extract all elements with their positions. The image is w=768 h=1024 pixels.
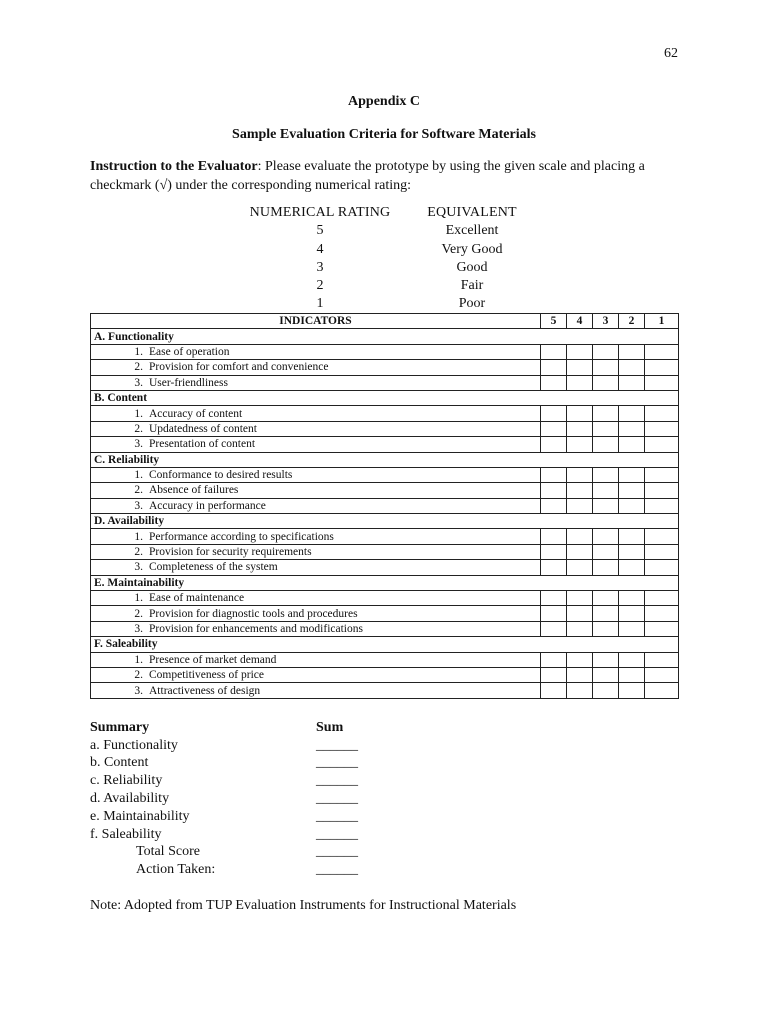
equivalent-header: EQUIVALENT xyxy=(427,205,517,220)
table-row xyxy=(91,467,679,482)
item-text: Accuracy of content xyxy=(149,407,243,420)
indicator-item xyxy=(91,591,541,606)
rating-checkbox-cell[interactable] xyxy=(567,667,593,682)
table-row xyxy=(91,344,679,359)
rating-checkbox-cell[interactable] xyxy=(593,437,619,452)
rating-checkbox-cell[interactable] xyxy=(645,467,679,482)
table-row xyxy=(91,606,679,621)
summary-label: f. Saleability xyxy=(90,826,162,842)
rating-checkbox-cell[interactable] xyxy=(619,544,645,559)
indicator-item xyxy=(91,344,541,359)
rating-checkbox-cell[interactable] xyxy=(541,406,567,421)
rating-checkbox-cell[interactable] xyxy=(619,591,645,606)
rating-checkbox-cell[interactable] xyxy=(593,591,619,606)
page-number: 62 xyxy=(664,46,678,61)
rating-checkbox-cell[interactable] xyxy=(541,344,567,359)
category-label: D. Availability xyxy=(91,514,679,529)
rating-column-header: 2 xyxy=(619,314,645,329)
item-number: 3. xyxy=(134,684,143,697)
rating-equivalent: Very Good xyxy=(441,241,503,257)
item-text: Ease of operation xyxy=(149,345,230,358)
summary-sum-blank[interactable]: ______ xyxy=(316,826,358,842)
item-number: 1. xyxy=(134,653,143,666)
table-row xyxy=(91,683,679,698)
rating-checkbox-cell[interactable] xyxy=(619,483,645,498)
rating-checkbox-cell[interactable] xyxy=(619,498,645,513)
rating-equivalent: Fair xyxy=(460,278,484,293)
item-text: Performance according to specifications xyxy=(149,530,334,543)
item-text: Conformance to desired results xyxy=(149,469,293,482)
rating-checkbox-cell[interactable] xyxy=(567,406,593,421)
rating-checkbox-cell[interactable] xyxy=(593,529,619,544)
table-row xyxy=(91,483,679,498)
rating-checkbox-cell[interactable] xyxy=(541,606,567,621)
rating-checkbox-cell[interactable] xyxy=(567,591,593,606)
rating-checkbox-cell[interactable] xyxy=(541,544,567,559)
rating-equivalent: Good xyxy=(456,260,488,275)
item-number: 2. xyxy=(134,361,143,374)
table-row xyxy=(91,375,679,390)
rating-checkbox-cell[interactable] xyxy=(645,544,679,559)
table-row xyxy=(91,667,679,682)
rating-checkbox-cell[interactable] xyxy=(567,560,593,575)
summary-label: d. Availability xyxy=(90,791,170,806)
rating-column-header: 1 xyxy=(645,314,679,329)
rating-header: NUMERICAL RATING xyxy=(249,205,391,220)
rating-value: 1 xyxy=(316,296,324,311)
rating-checkbox-cell[interactable] xyxy=(645,360,679,375)
rating-checkbox-cell[interactable] xyxy=(593,360,619,375)
summary-row xyxy=(90,755,490,773)
item-text: Provision for security requirements xyxy=(149,546,312,559)
rating-scale-row xyxy=(0,223,768,241)
rating-equivalent: Poor xyxy=(458,296,486,311)
rating-checkbox-cell[interactable] xyxy=(619,421,645,436)
item-text: Provision for diagnostic tools and procedures xyxy=(149,607,358,620)
item-number: 2. xyxy=(134,484,143,497)
rating-value: 3 xyxy=(316,260,324,275)
rating-checkbox-cell[interactable] xyxy=(567,375,593,390)
category-row xyxy=(91,575,679,590)
item-text: Completeness of the system xyxy=(149,561,278,574)
rating-scale-row xyxy=(0,278,768,296)
summary-row xyxy=(90,862,490,880)
rating-checkbox-cell[interactable] xyxy=(541,560,567,575)
item-number: 2. xyxy=(134,546,143,559)
table-row xyxy=(91,591,679,606)
category-label: F. Saleability xyxy=(91,637,679,652)
indicator-item xyxy=(91,421,541,436)
summary-label: Action Taken: xyxy=(136,862,216,877)
page-title: Appendix C xyxy=(348,94,420,109)
table-row xyxy=(91,544,679,559)
indicator-item xyxy=(91,683,541,698)
rating-checkbox-cell[interactable] xyxy=(619,560,645,575)
indicator-item xyxy=(91,652,541,667)
rating-checkbox-cell[interactable] xyxy=(567,467,593,482)
item-number: 2. xyxy=(134,422,143,435)
instruction-text: : Please evaluate the prototype by using the given scale and placing a checkmark (√) under the corresponding numerical rating: xyxy=(90,159,645,193)
table-row xyxy=(91,621,679,636)
rating-column-header: 5 xyxy=(541,314,567,329)
summary-label: c. Reliability xyxy=(90,773,163,788)
rating-value: 5 xyxy=(316,223,324,238)
item-number: 3. xyxy=(134,561,143,574)
rating-checkbox-cell[interactable] xyxy=(645,621,679,636)
rating-checkbox-cell[interactable] xyxy=(619,621,645,636)
rating-checkbox-cell[interactable] xyxy=(593,483,619,498)
rating-checkbox-cell[interactable] xyxy=(645,683,679,698)
table-row xyxy=(91,652,679,667)
indicator-item xyxy=(91,437,541,452)
rating-checkbox-cell[interactable] xyxy=(619,529,645,544)
item-text: Presentation of content xyxy=(149,438,256,451)
rating-checkbox-cell[interactable] xyxy=(593,498,619,513)
item-number: 1. xyxy=(134,592,143,605)
rating-checkbox-cell[interactable] xyxy=(567,360,593,375)
category-row xyxy=(91,329,679,344)
indicator-item xyxy=(91,467,541,482)
indicator-item xyxy=(91,621,541,636)
rating-checkbox-cell[interactable] xyxy=(645,667,679,682)
indicator-item xyxy=(91,406,541,421)
rating-checkbox-cell[interactable] xyxy=(541,483,567,498)
rating-checkbox-cell[interactable] xyxy=(593,375,619,390)
rating-checkbox-cell[interactable] xyxy=(541,652,567,667)
item-text: Provision for comfort and convenience xyxy=(149,361,329,374)
indicator-item xyxy=(91,606,541,621)
rating-checkbox-cell[interactable] xyxy=(567,652,593,667)
rating-checkbox-cell[interactable] xyxy=(567,437,593,452)
rating-checkbox-cell[interactable] xyxy=(541,437,567,452)
indicator-item xyxy=(91,667,541,682)
rating-checkbox-cell[interactable] xyxy=(645,529,679,544)
rating-checkbox-cell[interactable] xyxy=(645,483,679,498)
category-row xyxy=(91,390,679,405)
summary-row xyxy=(90,827,490,845)
table-header-row xyxy=(91,314,679,329)
indicator-item xyxy=(91,483,541,498)
item-text: User-friendliness xyxy=(149,376,228,389)
rating-checkbox-cell[interactable] xyxy=(619,360,645,375)
rating-checkbox-cell[interactable] xyxy=(619,406,645,421)
summary-row xyxy=(90,773,490,791)
indicator-item xyxy=(91,560,541,575)
category-row xyxy=(91,452,679,467)
item-number: 1. xyxy=(134,530,143,543)
category-label: A. Functionality xyxy=(91,329,679,344)
rating-value: 4 xyxy=(316,241,324,257)
item-number: 3. xyxy=(134,499,143,512)
rating-checkbox-cell[interactable] xyxy=(619,344,645,359)
item-number: 2. xyxy=(134,669,143,682)
rating-checkbox-cell[interactable] xyxy=(541,375,567,390)
item-text: Absence of failures xyxy=(149,484,239,497)
rating-checkbox-cell[interactable] xyxy=(645,375,679,390)
summary-sum-blank[interactable]: ______ xyxy=(316,809,358,824)
item-text: Competitiveness of price xyxy=(149,669,264,682)
rating-checkbox-cell[interactable] xyxy=(645,652,679,667)
rating-checkbox-cell[interactable] xyxy=(645,498,679,513)
rating-checkbox-cell[interactable] xyxy=(541,360,567,375)
rating-checkbox-cell[interactable] xyxy=(593,421,619,436)
item-text: Attractiveness of design xyxy=(149,684,261,697)
table-row xyxy=(91,560,679,575)
rating-checkbox-cell[interactable] xyxy=(567,606,593,621)
indicators-header: INDICATORS xyxy=(91,314,541,329)
rating-checkbox-cell[interactable] xyxy=(567,421,593,436)
instruction-paragraph xyxy=(90,157,690,195)
rating-column-header: 4 xyxy=(567,314,593,329)
item-text: Updatedness of content xyxy=(149,422,257,435)
indicators-table xyxy=(90,313,679,699)
summary-header-label: Summary xyxy=(90,720,150,735)
summary-label: a. Functionality xyxy=(90,737,178,753)
rating-checkbox-cell[interactable] xyxy=(593,683,619,698)
rating-checkbox-cell[interactable] xyxy=(593,560,619,575)
instruction-label: Instruction to the Evaluator xyxy=(90,159,258,174)
rating-checkbox-cell[interactable] xyxy=(593,621,619,636)
rating-checkbox-cell[interactable] xyxy=(567,544,593,559)
rating-scale-row xyxy=(0,296,768,314)
source-note: Note: Adopted from TUP Evaluation Instruments for Instructional Materials xyxy=(90,898,517,913)
rating-scale-row xyxy=(0,260,768,278)
rating-value: 2 xyxy=(316,278,324,293)
summary-sum-blank[interactable]: ______ xyxy=(316,737,358,753)
rating-checkbox-cell[interactable] xyxy=(645,591,679,606)
item-text: Provision for enhancements and modifications xyxy=(149,623,363,635)
summary-label: e. Maintainability xyxy=(90,809,190,824)
category-label: E. Maintainability xyxy=(91,575,679,590)
rating-checkbox-cell[interactable] xyxy=(593,667,619,682)
rating-checkbox-cell[interactable] xyxy=(541,591,567,606)
rating-checkbox-cell[interactable] xyxy=(541,621,567,636)
table-row xyxy=(91,498,679,513)
summary-sum-blank[interactable]: ______ xyxy=(316,755,358,770)
indicator-item xyxy=(91,375,541,390)
item-number: 3. xyxy=(134,623,143,635)
summary-sum-blank[interactable]: ______ xyxy=(316,862,358,877)
table-row xyxy=(91,406,679,421)
rating-checkbox-cell[interactable] xyxy=(541,529,567,544)
item-text: Presence of market demand xyxy=(149,653,277,666)
item-number: 1. xyxy=(134,345,143,358)
rating-checkbox-cell[interactable] xyxy=(541,667,567,682)
rating-checkbox-cell[interactable] xyxy=(541,421,567,436)
item-number: 1. xyxy=(134,469,143,482)
item-text: Ease of maintenance xyxy=(149,592,245,605)
item-number: 3. xyxy=(134,376,143,389)
item-number: 3. xyxy=(134,438,143,451)
rating-checkbox-cell[interactable] xyxy=(567,529,593,544)
rating-checkbox-cell[interactable] xyxy=(619,467,645,482)
indicator-item xyxy=(91,529,541,544)
category-row xyxy=(91,514,679,529)
indicator-item xyxy=(91,498,541,513)
rating-checkbox-cell[interactable] xyxy=(567,483,593,498)
summary-row xyxy=(90,791,490,809)
rating-checkbox-cell[interactable] xyxy=(541,683,567,698)
rating-checkbox-cell[interactable] xyxy=(619,437,645,452)
summary-row xyxy=(90,809,490,827)
item-text: Accuracy in performance xyxy=(149,499,266,512)
rating-checkbox-cell[interactable] xyxy=(567,498,593,513)
rating-checkbox-cell[interactable] xyxy=(645,437,679,452)
rating-checkbox-cell[interactable] xyxy=(541,498,567,513)
rating-checkbox-cell[interactable] xyxy=(645,406,679,421)
rating-checkbox-cell[interactable] xyxy=(645,560,679,575)
summary-label: Total Score xyxy=(136,844,200,859)
rating-checkbox-cell[interactable] xyxy=(593,544,619,559)
item-number: 1. xyxy=(134,407,143,420)
rating-checkbox-cell[interactable] xyxy=(645,606,679,621)
indicator-item xyxy=(91,544,541,559)
rating-checkbox-cell[interactable] xyxy=(619,375,645,390)
summary-sum-blank[interactable]: ______ xyxy=(316,844,358,859)
rating-checkbox-cell[interactable] xyxy=(645,421,679,436)
rating-checkbox-cell[interactable] xyxy=(593,652,619,667)
summary-sum-blank[interactable]: ______ xyxy=(316,791,358,806)
rating-checkbox-cell[interactable] xyxy=(593,406,619,421)
table-row xyxy=(91,360,679,375)
category-row xyxy=(91,637,679,652)
rating-checkbox-cell[interactable] xyxy=(567,344,593,359)
summary-row xyxy=(90,738,490,756)
summary-header xyxy=(90,720,490,738)
rating-column-header: 3 xyxy=(593,314,619,329)
rating-checkbox-cell[interactable] xyxy=(593,344,619,359)
rating-scale-header xyxy=(0,205,768,223)
table-row xyxy=(91,529,679,544)
item-number: 2. xyxy=(134,607,143,620)
rating-equivalent: Excellent xyxy=(445,223,499,238)
summary-header-sum: Sum xyxy=(316,720,344,735)
rating-checkbox-cell[interactable] xyxy=(619,667,645,682)
rating-checkbox-cell[interactable] xyxy=(645,344,679,359)
page-subtitle: Sample Evaluation Criteria for Software Materials xyxy=(232,127,536,142)
summary-row xyxy=(90,844,490,862)
category-label: B. Content xyxy=(91,390,679,405)
rating-checkbox-cell[interactable] xyxy=(541,467,567,482)
rating-scale-row xyxy=(0,242,768,260)
table-row xyxy=(91,437,679,452)
table-row xyxy=(91,421,679,436)
summary-label: b. Content xyxy=(90,755,149,770)
rating-checkbox-cell[interactable] xyxy=(567,683,593,698)
summary-sum-blank[interactable]: ______ xyxy=(316,773,358,788)
rating-checkbox-cell[interactable] xyxy=(619,683,645,698)
rating-checkbox-cell[interactable] xyxy=(619,606,645,621)
rating-checkbox-cell[interactable] xyxy=(567,621,593,636)
indicator-item xyxy=(91,360,541,375)
category-label: C. Reliability xyxy=(91,452,679,467)
rating-checkbox-cell[interactable] xyxy=(619,652,645,667)
rating-checkbox-cell[interactable] xyxy=(593,467,619,482)
rating-checkbox-cell[interactable] xyxy=(593,606,619,621)
